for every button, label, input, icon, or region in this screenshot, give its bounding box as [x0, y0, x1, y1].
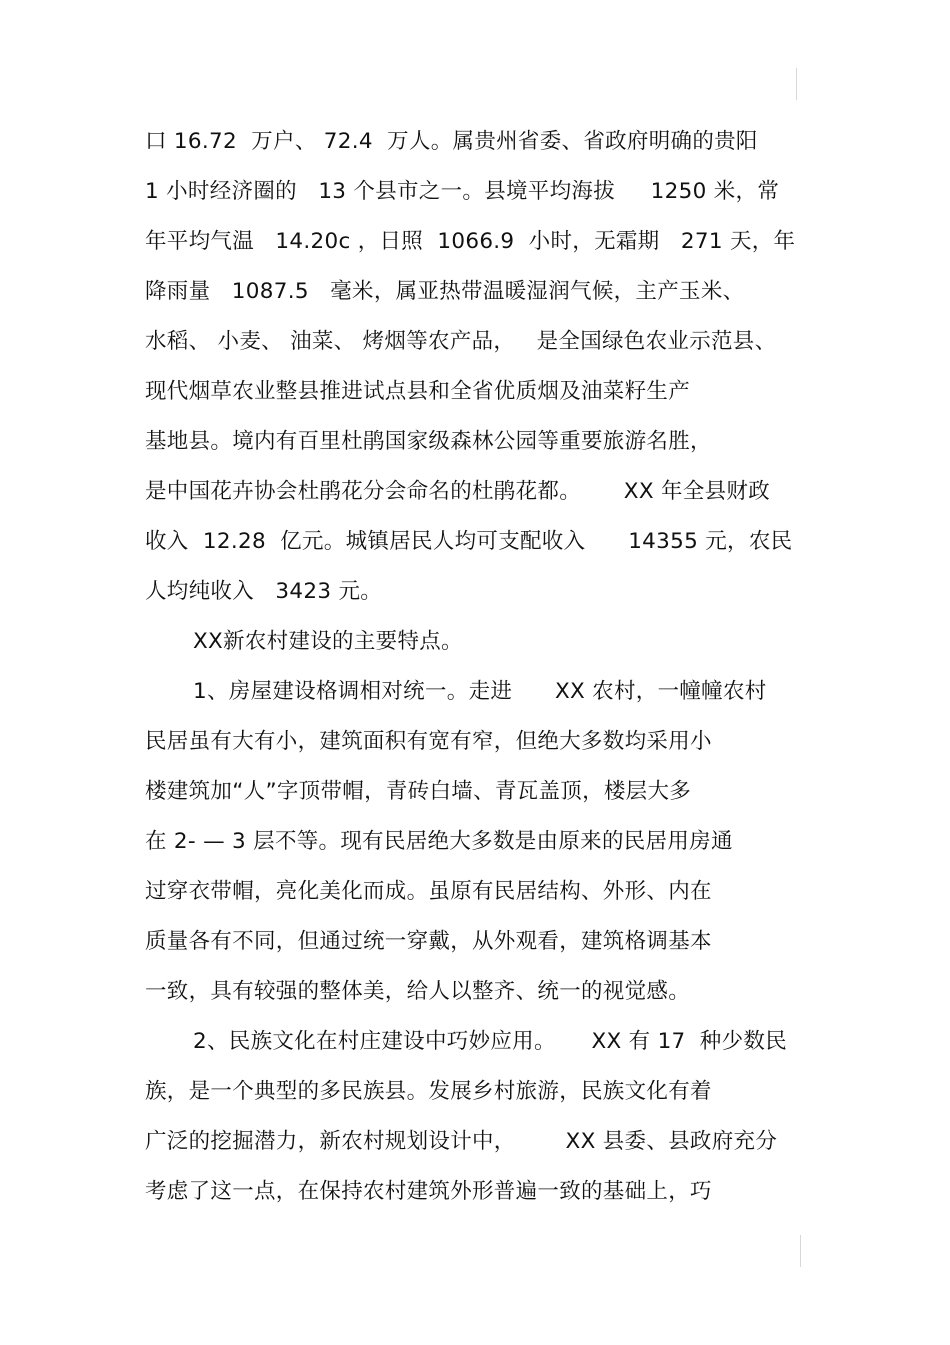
paragraph-first-line: 1、房屋建设格调相对统一。走进 XX 农村，一幢幢农村 [193, 679, 767, 704]
text-line: 现代烟草农业整县推进试点县和全省优质烟及油菜籽生产 [145, 379, 691, 404]
text-line: 民居虽有大有小，建筑面积有宽有窄，但绝大多数均采用小 [145, 729, 712, 754]
text-line: 考虑了这一点，在保持农村建筑外形普遍一致的基础上，巧 [145, 1179, 712, 1204]
text-line: 1 小时经济圈的 13 个县市之一。县境平均海拔 1250 米，常 [145, 179, 780, 204]
text-line: 族，是一个典型的多民族县。发展乡村旅游，民族文化有着 [145, 1079, 712, 1104]
text-line: 在 2- — 3 层不等。现有民居绝大多数是由原来的民居用房通 [145, 829, 733, 854]
page-corner-mark-bottom [800, 1235, 801, 1267]
text-line: 是中国花卉协会杜鹃花分会命名的杜鹃花都。 XX 年全县财政 [145, 479, 770, 504]
text-line: 广泛的挖掘潜力，新农村规划设计中， XX 县委、县政府充分 [145, 1129, 778, 1154]
text-line: 口 16.72 万户、 72.4 万人。属贵州省委、省政府明确的贵阳 [145, 129, 758, 154]
text-line: 楼建筑加“人”字顶带帽，青砖白墙、青瓦盖顶，楼层大多 [145, 779, 692, 804]
text-line: 人均纯收入 3423 元。 [145, 579, 383, 604]
text-line: 收入 12.28 亿元。城镇居民人均可支配收入 14355 元，农民 [145, 529, 793, 554]
text-line: 过穿衣带帽，亮化美化而成。虽原有民居结构、外形、内在 [145, 879, 712, 904]
text-line: 水稻、 小麦、 油菜、 烤烟等农产品， 是全国绿色农业示范县、 [145, 329, 777, 354]
text-line: 一致，具有较强的整体美，给人以整齐、统一的视觉感。 [145, 979, 691, 1004]
section-heading: XX新农村建设的主要特点。 [193, 629, 463, 654]
text-line: 年平均气温 14.20c ，日照 1066.9 小时，无霜期 271 天，年 [145, 229, 796, 254]
text-line: 降雨量 1087.5 毫米，属亚热带温暖湿润气候，主产玉米、 [145, 279, 745, 304]
page-corner-mark-top [796, 68, 797, 100]
paragraph-first-line: 2、民族文化在村庄建设中巧妙应用。 XX 有 17 种少数民 [193, 1029, 788, 1054]
text-line: 基地县。境内有百里杜鹃国家级森林公园等重要旅游名胜， [145, 429, 712, 454]
text-line: 质量各有不同，但通过统一穿戴，从外观看，建筑格调基本 [145, 929, 712, 954]
